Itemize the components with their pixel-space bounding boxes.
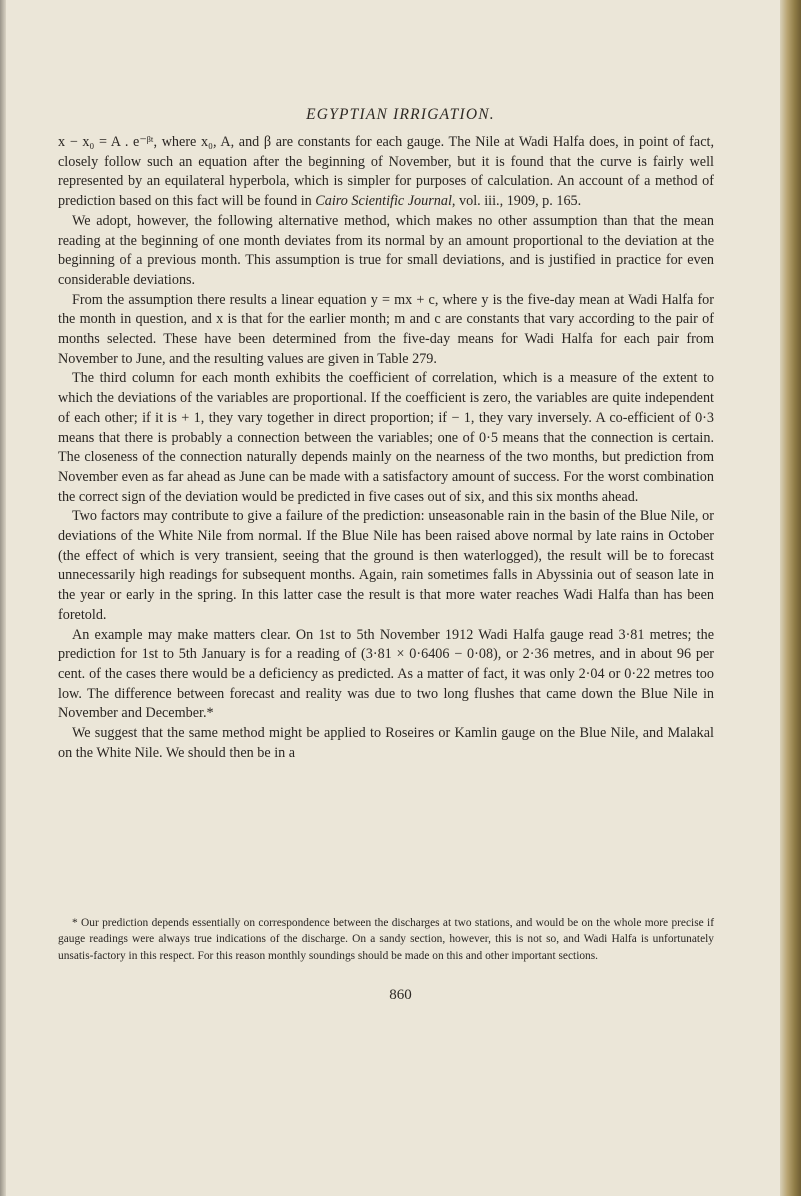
formula: x − x₀ = A . e⁻ᵝᵗ bbox=[58, 134, 154, 150]
footnote bbox=[58, 915, 714, 964]
page-number: 860 bbox=[389, 987, 412, 1003]
paragraph-1-text: , where x₀, A, and β are constants for each gauge. The Nile at Wadi Halfa does, in point of fact, closely follow such an equation after the beginning of November, but it is found that the curve is fairly well represented by an equilateral hyperbola, which is simpler for purposes of calculation. An account of a method of prediction based on this fact will be found in bbox=[58, 134, 714, 210]
paragraph-3: From the assumption there results a linear equation y = mx + c, where y is the five-day mean at Wadi Halfa for the month in question, and x is that for the earlier month; m and c are constants that vary according to the pair of months selected. These have been determined from the five-day means for Wadi Halfa for each pair from November to June, and the resulting values are given in Table 279. bbox=[58, 291, 714, 367]
paragraph-5: Two factors may contribute to give a failure of the prediction: unseasonable rain in the basin of the Blue Nile, or deviations of the White Nile from normal. If the Blue Nile has been raised above normal by late rains in October (the effect of which is very transient, seeing that the ground is then waterlogged), the result will be to forecast unnecessarily high readings for subsequent months. Again, rain sometimes falls in Abyssinia out of season late in the year or early in the spring. In this latter case the result is that more water reaches Wadi Halfa than has been foretold. bbox=[58, 508, 714, 623]
journal-title: Cairo Scientific Journal bbox=[315, 193, 452, 210]
paragraph-2: We adopt, however, the following alternative method, which makes no other assumption than that the mean reading at the beginning of one month deviates from its normal by an amount proportional to the deviation at the beginning of a previous month. This assumption is true for small deviations, and is justified in practice for even considerable deviations. bbox=[58, 212, 714, 288]
paragraph-1 bbox=[58, 133, 714, 212]
paragraph-7: We suggest that the same method might be applied to Roseires or Kamlin gauge on the Blue Nile, and Malakal on the White Nile. We should then be in a bbox=[58, 725, 714, 761]
paragraph-4: The third column for each month exhibits the coefficient of correlation, which is a measure of the extent to which the deviations of the variables are proportional. If the coefficient is zero, the variables are quite independent of each other; if it is + 1, they vary together in direct proportion; if − 1, they vary inversely. A co-efficient of 0·3 means that there is probably a connection between the variables; one of 0·5 means that the connection is certain. The closeness of the connection naturally depends mainly on the nearness of the two months, but prediction from November even as far ahead as June can be made with a satisfactory amount of success. For the worst combination the correct sign of the deviation would be predicted in five cases out of six, and this six months ahead. bbox=[58, 370, 714, 505]
footnote-text: * Our prediction depends essentially on correspondence between the discharges at two stations, and would be on the whole more precise if gauge readings were always true indications of the discharge. On a sandy section, however, this is not so, and Wadi Halfa is unfortunately unsatis-factory in this respect. For this reason monthly soundings should be made on this and other important sections. bbox=[58, 917, 714, 962]
paragraph-6: An example may make matters clear. On 1st to 5th November 1912 Wadi Halfa gauge read 3·81 metres; the prediction for 1st to 5th January is for a reading of (3·81 × 0·6406 − 0·08), or 2·36 metres, and in about 96 per cent. of the cases there would be a deficiency as predicted. As a matter of fact, it was only 2·04 or 0·22 metres too low. The difference between forecast and reality was due to two long flushes that came down the Blue Nile in November and December.* bbox=[58, 626, 714, 722]
journal-citation: , vol. iii., 1909, p. 165. bbox=[451, 193, 582, 210]
page-right-edge bbox=[780, 0, 801, 1196]
body-text bbox=[58, 133, 714, 764]
page-left-edge bbox=[0, 0, 6, 1196]
running-head: EGYPTIAN IRRIGATION. bbox=[306, 106, 495, 123]
